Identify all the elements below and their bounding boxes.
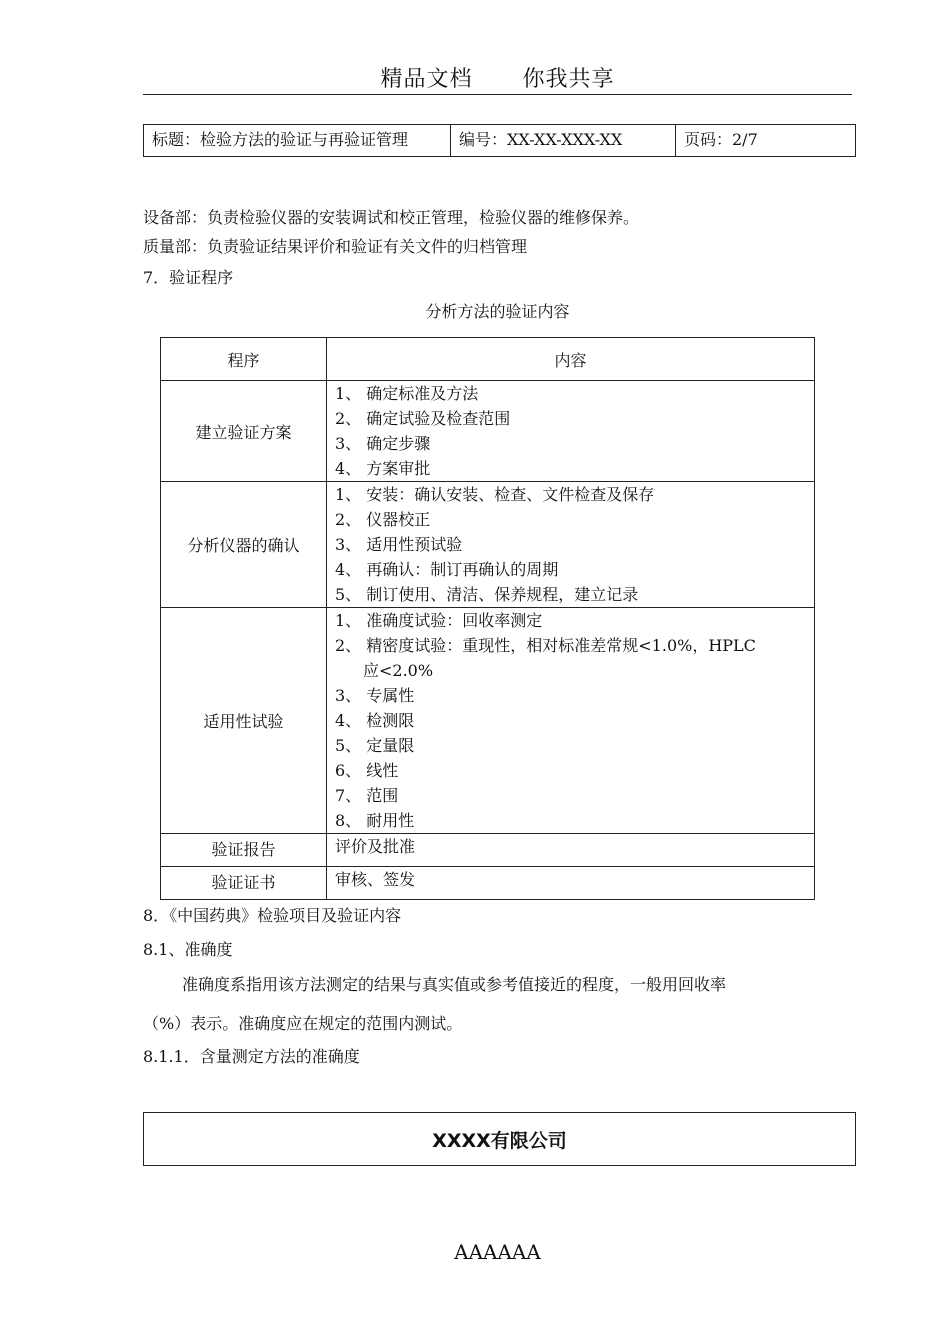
list-item: 2、 仪器校正 — [335, 510, 431, 529]
list-item: 7、 范围 — [335, 786, 399, 805]
table-header-row — [161, 338, 815, 381]
header-content: 内容 — [327, 338, 815, 381]
doc-page-cell: 页码：2/7 — [676, 125, 856, 157]
list-item: 6、 线性 — [335, 761, 399, 780]
accuracy-paragraph-line2: （%）表示。准确度应在规定的范围内测试。 — [143, 1014, 463, 1033]
list-item: 3、 适用性预试验 — [335, 535, 463, 554]
list-item: 4、 方案审批 — [335, 459, 431, 478]
table-row — [161, 381, 815, 482]
list-item: 4、 再确认：制订再确认的周期 — [335, 560, 559, 579]
section-8-heading: 8．《中国药典》检验项目及验证内容 — [143, 906, 402, 925]
document-info-table — [143, 124, 856, 157]
header-rule — [143, 94, 852, 95]
list-item: 2、 精密度试验：重现性，相对标准差常规<1.0%，HPLC — [335, 636, 756, 655]
page-footer: AAAAAA — [454, 1240, 541, 1264]
content-cell — [327, 482, 815, 608]
page-header — [143, 62, 852, 93]
list-item: 审核、签发 — [335, 870, 416, 889]
list-item: 1、 准确度试验：回收率测定 — [335, 611, 543, 630]
table-row — [161, 608, 815, 834]
list-item: 1、 安装：确认安装、检查、文件检查及保存 — [335, 485, 655, 504]
step-cell: 验证报告 — [161, 834, 327, 867]
content-cell — [327, 381, 815, 482]
table-row — [161, 867, 815, 900]
list-item: 评价及批准 — [335, 837, 416, 856]
step-cell: 验证证书 — [161, 867, 327, 900]
company-name-box — [143, 1112, 856, 1166]
list-item: 3、 确定步骤 — [335, 434, 431, 453]
section-8-1-heading: 8.1、准确度 — [143, 940, 233, 959]
header-left-text: 精品文档 — [380, 67, 473, 92]
list-item: 3、 专属性 — [335, 686, 415, 705]
list-item: 1、 确定标准及方法 — [335, 384, 479, 403]
list-item: 5、 定量限 — [335, 736, 415, 755]
list-item: 8、 耐用性 — [335, 811, 415, 830]
company-name: XXXX有限公司 — [432, 1129, 567, 1152]
list-item: 4、 检测限 — [335, 711, 415, 730]
section-7-heading: 7．验证程序 — [143, 268, 234, 287]
accuracy-paragraph-line1: 准确度系指用该方法测定的结果与真实值或参考值接近的程度，一般用回收率 — [182, 975, 727, 994]
section-8-1-1-heading: 8.1.1．含量测定方法的准确度 — [143, 1047, 360, 1066]
list-item: 5、 制订使用、清洁、保养规程，建立记录 — [335, 585, 639, 604]
step-cell: 适用性试验 — [161, 608, 327, 834]
quality-dept-line: 质量部：负责验证结果评价和验证有关文件的归档管理 — [143, 237, 528, 256]
list-item-continuation: 应<2.0% — [363, 661, 434, 680]
doc-code-cell: 编号：XX-XX-XXX-XX — [451, 125, 676, 157]
list-item: 2、 确定试验及检查范围 — [335, 409, 511, 428]
content-cell — [327, 608, 815, 834]
content-cell — [327, 834, 815, 867]
step-cell: 建立验证方案 — [161, 381, 327, 482]
table-row — [161, 834, 815, 867]
equipment-dept-line: 设备部：负责检验仪器的安装调试和校正管理，检验仪器的维修保养。 — [143, 208, 640, 227]
verification-steps-table — [160, 337, 815, 900]
step-cell: 分析仪器的确认 — [161, 482, 327, 608]
content-cell — [327, 867, 815, 900]
doc-title-cell: 标题：检验方法的验证与再验证管理 — [144, 125, 451, 157]
header-right-text: 你我共享 — [522, 67, 615, 92]
table-row — [161, 482, 815, 608]
header-step: 程序 — [161, 338, 327, 381]
table-caption: 分析方法的验证内容 — [425, 302, 570, 321]
